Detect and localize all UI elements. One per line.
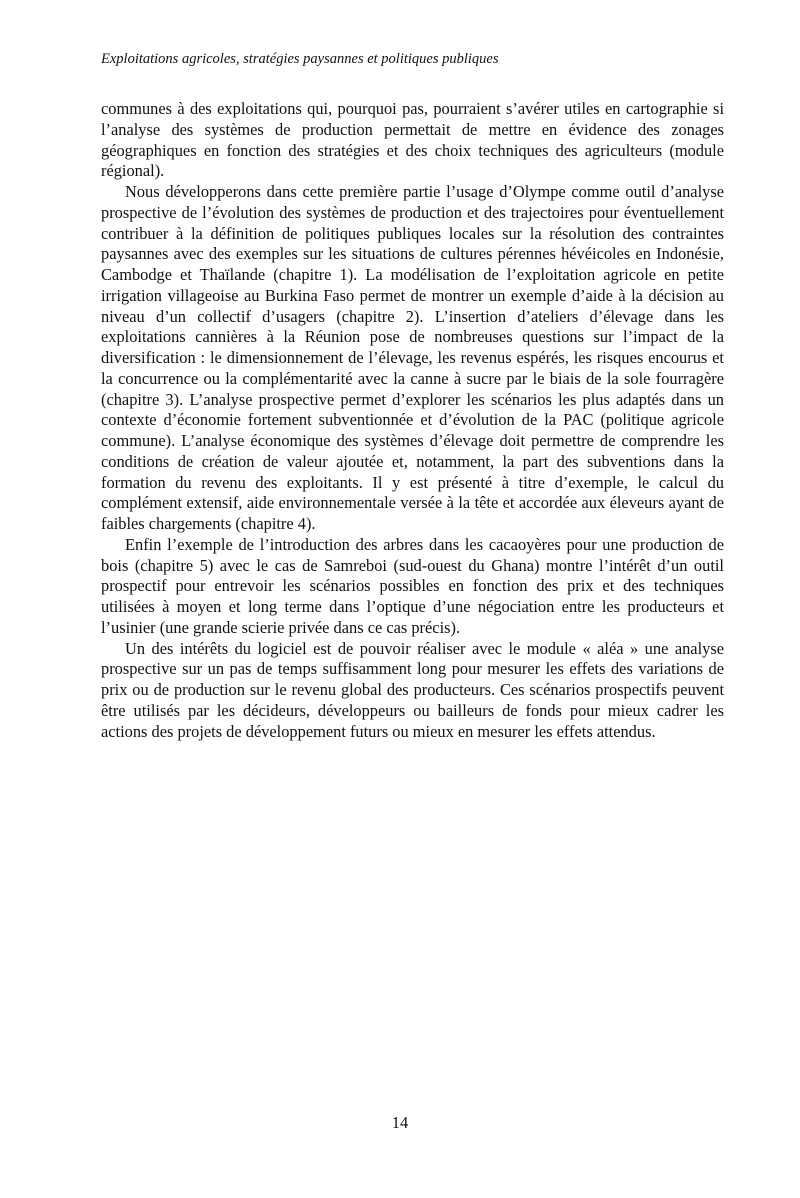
body-text — [101, 99, 724, 742]
running-header: Exploitations agricoles, stratégies paysannes et politiques publiques — [101, 51, 499, 67]
paragraph-continuation: communes à des exploitations qui, pourquoi pas, pourraient s’avérer utiles en cartographie si l’analyse des systèmes de production permettait de mettre en évidence des zonages géographiques en fonction des stratégies et des choix techniques des agriculteurs (module régional). — [101, 99, 724, 181]
paragraph-cocoa-example: Enfin l’exemple de l’introduction des arbres dans les cacaoyères pour une production de bois (chapitre 5) avec le cas de Samreboi (sud-ouest du Ghana) montre l’intérêt d’un outil prospectif pour entrevoir les scénarios possibles en fonction des prix et des techniques utilisées à moyen et long terme dans l’optique d’une négociation entre les producteurs et l’usinier (une grande scierie privée dans ce cas précis). — [101, 534, 724, 637]
page-number: 14 — [391, 1113, 409, 1132]
paragraph-alea-module: Un des intérêts du logiciel est de pouvoir réaliser avec le module « aléa » une analyse prospective sur un pas de temps suffisamment long pour mesurer les effets des variations de prix ou de production sur le revenu global des producteurs. Ces scénarios prospectifs peuvent être utilisés par les décideurs, développeurs ou bailleurs de fonds pour mieux cadrer les actions des projets de développement futurs ou mieux en mesurer les effets attendus. — [101, 638, 724, 741]
paragraph-olympe-usage: Nous développerons dans cette première partie l’usage d’Olympe comme outil d’analyse prospective de l’évolution des systèmes de production et des trajectoires pour éventuellement contribuer à la définition de politiques publiques locales sur la résolution des contraintes paysannes avec des exemples sur les situations de cultures pérennes hévéicoles en Indonésie, Cambodge et Thaïlande (chapitre 1). La modélisation de l’exploitation agricole en petite irrigation villageoise au Burkina Faso permet de montrer un exemple d’aide à la décision au niveau d’un collectif d’usagers (chapitre 2). L’insertion d’ateliers d’élevage dans les exploitations cannières à la Réunion pose de nombreuses questions sur l’impact de la diversification : le dimensionnement de l’élevage, les revenus espérés, les risques encourus et la concurrence ou la complémentarité avec la canne à sucre par le biais de la sole fourragère (chapitre 3). L’analyse prospective permet d’explorer les scénarios les plus adaptés dans un contexte d’économie fortement subventionnée et d’évolution de la PAC (politique agricole commune). L’analyse économique des systèmes d’élevage doit permettre de comprendre les conditions de création de valeur ajoutée et, notamment, la part des subventions dans la formation du revenu des exploitants. Il y est présenté à titre d’exemple, le calcul du complément extensif, aide environnementale versée à la tête et accordée aux éleveurs ayant de faibles chargements (chapitre 4). — [101, 182, 724, 533]
